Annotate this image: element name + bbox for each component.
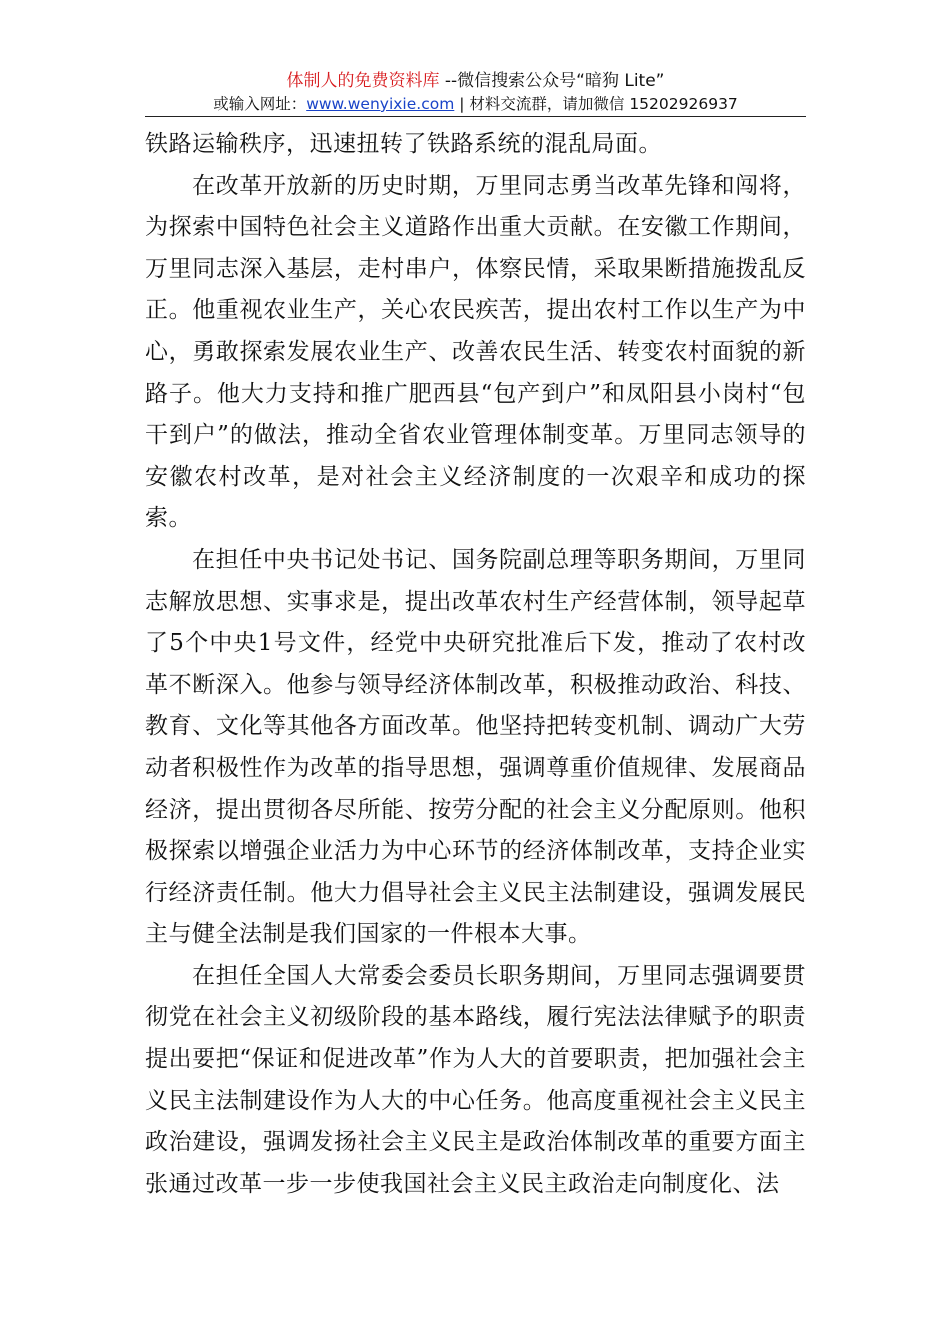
header-contact-line: [145, 94, 806, 114]
brand-title: 体制人的免费资料库: [286, 71, 440, 91]
website-link[interactable]: www.wenyixie.com: [306, 95, 455, 113]
header-divider: [145, 116, 806, 117]
contact-info: | 材料交流群，请加微信 15202926937: [454, 95, 738, 113]
paragraph-continued: 铁路运输秩序，迅速扭转了铁路系统的混乱局面。: [145, 131, 662, 157]
paragraph-npc-chairman: 在担任全国人大常委会委员长职务期间，万里同志强调要贯彻党在社会主义初级阶段的基本路线，履行宪法法律赋予的职责提出要把“保证和促进改革”作为人大的首要职责，把加强社会主义民主法制建设作为人大的中心任务。他高度重视社会主义民主政治建设，强调发扬社会主义民主是政治体制改革的重要方面主张通过改革一步一步使我国社会主义民主政治走向制度化、法: [145, 962, 806, 1197]
paragraph-central-secretariat: 在担任中央书记处书记、国务院副总理等职务期间，万里同志解放思想、实事求是，提出改革农村生产经营体制，领导起草了5个中央1号文件，经党中央研究批准后下发，推动了农村改革不断深入。他参与领导经济体制改革，积极推动政治、科技、教育、文化等其他各方面改革。他坚持把转变机制、调动广大劳动者积极性作为改革的指导思想，强调尊重价值规律、发展商品经济，提出贯彻各尽所能、按劳分配的社会主义分配原则。他积极探索以增强企业活力为中心环节的经济体制改革，支持企业实行经济责任制。他大力倡导社会主义民主法制建设，强调发展民主与健全法制是我们国家的一件根本大事。: [145, 546, 806, 948]
page-header: [145, 70, 806, 114]
paragraph-anhui-reform: 在改革开放新的历史时期，万里同志勇当改革先锋和闯将，为探索中国特色社会主义道路作出重大贡献。在安徽工作期间，万里同志深入基层，走村串户，体察民情，采取果断措施拨乱反正。他重视农业生产，关心农民疾苦，提出农村工作以生产为中心，勇敢探索发展农业生产、改善农民生活、转变农村面貌的新路子。他大力支持和推广肥西县“包产到户”和凤阳县小岗村“包干到户”的做法，推动全省农业管理体制变革。万里同志领导的安徽农村改革，是对社会主义经济制度的一次艰辛和成功的探索。: [145, 172, 806, 532]
header-banner: [145, 70, 806, 92]
document-body: [145, 124, 806, 1205]
url-prefix: 或输入网址：: [213, 95, 307, 113]
header-tagline: --微信搜索公众号“暗狗 Lite”: [439, 71, 665, 91]
